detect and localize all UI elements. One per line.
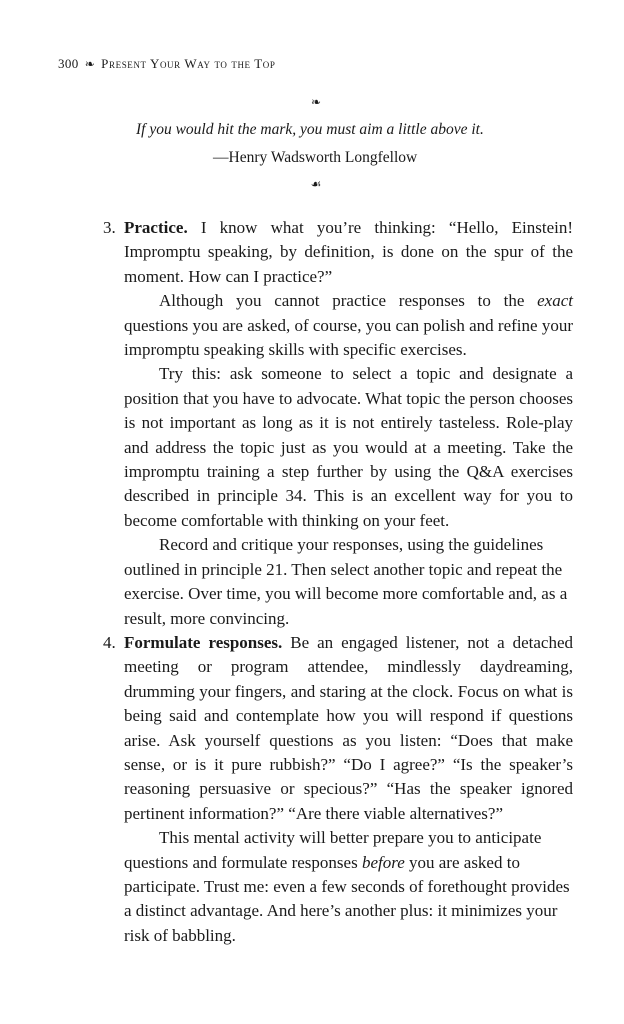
epigraph-attribution: —Henry Wadsworth Longfellow (213, 149, 418, 166)
epigraph-ornament-top-icon: ❧ (310, 95, 322, 109)
list-item-number: 3. (103, 218, 116, 237)
epigraph-ornament-bottom-icon: ☙ (310, 177, 322, 191)
paragraph (124, 216, 573, 289)
page-number: 300 (58, 56, 79, 71)
paragraph (124, 631, 573, 826)
epigraph-quote: If you would hit the mark, you must aim a little above it. (136, 121, 484, 138)
paragraph-text: This mental activity will better prepare you to anticipate questions and formulate responses (124, 828, 542, 872)
paragraph-text: I know what you’re thinking: “Hello, Einstein! Impromptu speaking, by definition, is done on the spur of the moment. How can I practice?” (124, 218, 573, 286)
numbered-list (103, 216, 573, 948)
paragraph-text: questions you are asked, of course, you can polish and refine your impromptu speaking skills with specific exercises. (124, 315, 573, 360)
list-item-formulate-responses (103, 631, 573, 948)
item-lead-heading: Practice. (124, 218, 188, 237)
paragraph-text: you are asked to participate. Trust me: even a few seconds of forethought provides a distinct advantage. And here’s another plus: it minimizes your risk of babbling. (124, 852, 570, 945)
book-title: Present Your Way to the Top (101, 56, 276, 71)
item-lead-heading: Formulate responses. (124, 632, 283, 652)
emphasis-text: before (361, 852, 405, 872)
header-ornament-icon: ❧ (84, 57, 96, 71)
emphasis-text: exact (537, 291, 573, 311)
paragraph (124, 826, 573, 948)
paragraph-text: Although you cannot practice responses to the (159, 291, 538, 311)
list-item-number: 4. (103, 632, 116, 652)
paragraph: Record and critique your responses, using the guidelines outlined in principle 21. Then select another topic and repeat the exercise. Over time, you will become more comfortable and, as a result, more convincing. (124, 535, 568, 628)
list-item-practice (103, 216, 573, 631)
paragraph (124, 289, 573, 362)
running-header (58, 56, 276, 72)
paragraph: Try this: ask someone to select a topic and designate a position that you have to advocate. What topic the person chooses is not important as long as it is not entirely tasteless. Role-play and address the topic just as you would at a meeting. Take the impromptu training a step further by using the Q&A exercises described in principle 34. This is an excellent way for you to become comfortable with thinking on your feet. (124, 364, 573, 530)
paragraph-text: Be an engaged listener, not a detached meeting or program attendee, mindlessly daydreaming, drumming your fingers, and staring at the clock. Focus on what is being said and contemplate how you will respond if questions arise. Ask yourself questions as you listen: “Does that make sense, or is it pure rubbish?” “Do I agree?” “Is the speaker’s reasoning persuasive or specious?” “Has the speaker ignored pertinent information?” “Are there viable alternatives?” (124, 632, 573, 823)
